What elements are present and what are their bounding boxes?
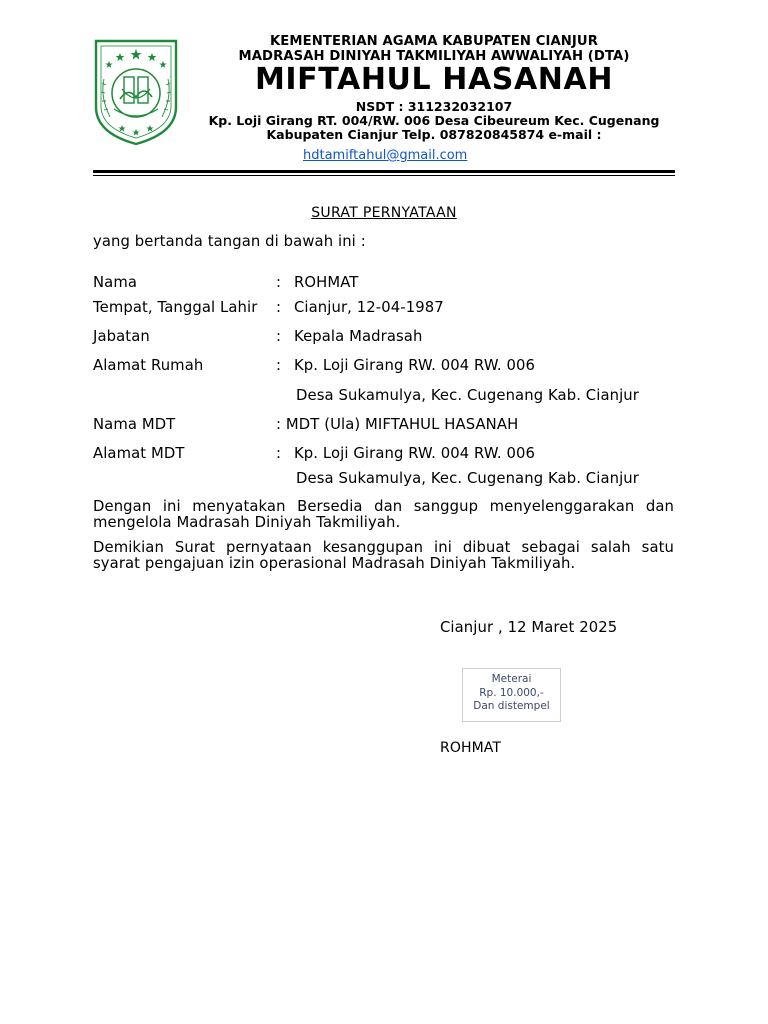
signer-name: ROHMAT: [440, 740, 501, 756]
field-value-alamat-mdt-line2: Desa Sukamulya, Kec. Cugenang Kab. Cianjur: [296, 470, 639, 487]
intro-text: yang bertanda tangan di bawah ini :: [93, 233, 366, 250]
field-value-alamat-mdt: Kp. Loji Girang RW. 004 RW. 006: [294, 445, 535, 462]
email-link[interactable]: hdtamiftahul@gmail.com: [303, 148, 468, 163]
field-value-nama-mdt: : MDT (Ula) MIFTAHUL HASANAH: [276, 416, 519, 433]
stamp-line: Meterai: [491, 673, 532, 685]
field-colon: :: [276, 274, 282, 291]
meterai-placeholder: [462, 668, 561, 722]
school-name: MIFTAHUL HASANAH: [254, 62, 614, 97]
field-value-ttl: Cianjur, 12-04-1987: [294, 299, 444, 316]
header-rule-thick: [93, 170, 675, 173]
statement-paragraph: Dengan ini menyatakan Bersedia dan sanggup menyelenggarakan dan mengelola Madrasah Diniyah Takmiliyah.: [93, 498, 674, 531]
field-label-alamat-mdt: Alamat MDT: [93, 445, 185, 462]
nsdt-number: NSDT : 311232032107: [355, 99, 513, 114]
field-colon: :: [276, 328, 282, 345]
stamp-line: Dan distempel: [473, 700, 550, 712]
field-colon: :: [276, 299, 282, 316]
school-address-line2: Kabupaten Cianjur Telp. 087820845874 e-mail :: [266, 127, 602, 142]
field-label-alamat-rumah: Alamat Rumah: [93, 357, 204, 374]
header-rule-thin: [93, 175, 675, 176]
field-label-nama-mdt: Nama MDT: [93, 416, 176, 433]
field-label-nama: Nama: [93, 274, 138, 291]
field-label-jabatan: Jabatan: [93, 328, 150, 345]
letter-title: SURAT PERNYATAAN: [311, 205, 457, 221]
field-colon: :: [276, 445, 282, 462]
school-type: MADRASAH DINIYAH TAKMILIYAH AWWALIYAH (DTA): [238, 49, 630, 64]
place-date: Cianjur , 12 Maret 2025: [440, 619, 618, 636]
school-logo: [92, 37, 180, 147]
field-value-alamat-rumah-line2: Desa Sukamulya, Kec. Cugenang Kab. Cianjur: [296, 387, 639, 404]
school-address-line1: Kp. Loji Girang RT. 004/RW. 006 Desa Cibeureum Kec. Cugenang: [208, 113, 660, 128]
field-colon: :: [276, 357, 282, 374]
field-value-nama: ROHMAT: [294, 274, 359, 291]
ministry-name: KEMENTERIAN AGAMA KABUPATEN CIANJUR: [269, 34, 598, 49]
field-label-ttl: Tempat, Tanggal Lahir: [93, 299, 258, 316]
closing-paragraph: Demikian Surat pernyataan kesanggupan ini dibuat sebagai salah satu syarat pengajuan izin operasional Madrasah Diniyah Takmiliyah.: [93, 539, 674, 572]
field-value-alamat-rumah: Kp. Loji Girang RW. 004 RW. 006: [294, 357, 535, 374]
stamp-line: Rp. 10.000,-: [479, 686, 544, 699]
field-value-jabatan: Kepala Madrasah: [294, 328, 423, 345]
